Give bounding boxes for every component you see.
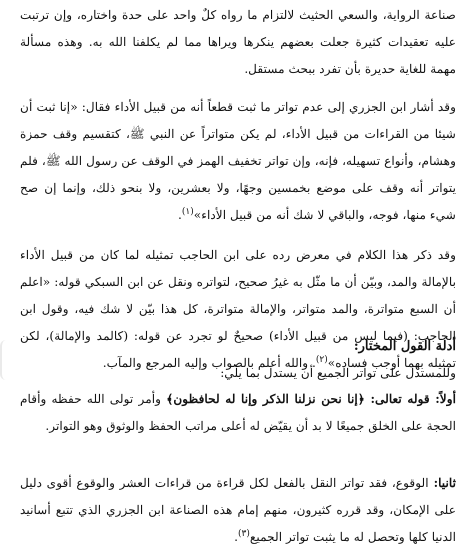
point-one <box>20 386 456 440</box>
paragraph-1 <box>20 2 456 83</box>
intro-text: وللمستدل على تواتر الجميع أن يستدل بما يلي: <box>220 366 456 380</box>
point-two-tail: . <box>234 530 239 544</box>
paragraph-1-text: صناعة الرواية، والسعي الحثيث لالتزام ما رواه كلٌ واحد على حدة واختاره، وإن ترتبت عليه تعقيدات كثيرة جعلت بعضهم ينكرها ويراها مما لم يكلفنا الله به. وهذه مسألة مهمة للغاية حديرة بأن تفرد ببحث مستقل. <box>20 8 456 76</box>
section-heading: أدلة القول المختار: <box>353 339 456 354</box>
point-two <box>20 470 456 551</box>
quran-verse: ﴿إنا نحن نزلنا الذكر وإنا له لحافظون﴾ <box>166 392 365 406</box>
footnote-marker-2: (٢) <box>315 354 328 365</box>
point-two-text: الوقوع، فقد تواتر النقل بالفعل لكل قراءة من قراءات العشر والوقوع أقوى دليل على الإمكان، وقد قرره كثيرون، منهم إمام هذه الصناعة ابن الجزري الذي تتبع أسانيد الدنيا كلها وتحصل له ما يثبت تواتر الجميع <box>20 476 456 544</box>
point-one-text: وأمر تولى الله حفظه وأقام الحجة على الخلق جميعًا لا بد أن يقيّض له أعلى مراتب الحفظ والوثوق وهو التواتر. <box>20 392 456 433</box>
footnote-marker-3: (٣) <box>238 528 250 539</box>
point-one-label: أولاً: قوله تعالى: <box>364 392 456 406</box>
paragraph-2-text: وقد أشار ابن الجزري إلى عدم تواتر ما ثبت قطعاً أنه من قبيل الأداء فقال: «إنا ثبت أن شيئا من القراءات من قبيل الأداء، لم يكن متواتراً عن النبي ﷺ، كتقسيم وقف حمزة وهشام، وأنواع تسهيله، فإنه، وإن تواتر تخفيف الهمز في الوقف عن رسول الله ﷺ، فلم يتواتر أنه وقف على موضع بخمسين وجهًا، ولا بعشرين، ولا بنحو ذلك، وإنما إن صح شيء منها، فوجه، والباقي لا شك أنه من قبيل الأداء» <box>20 100 456 222</box>
footnote-marker-1: (١) <box>181 206 194 217</box>
paragraph-3-tail: . والله أعلم بالصواب وإليه المرجع والمآب. <box>102 356 316 370</box>
paragraph-3-text: وقد ذكر هذا الكلام في معرض رده على ابن الحاجب تمثيله لما كان من قبيل الأداء بالإمالة والمد، وبيّن أن ما مثّل به غيرُ صحيح، لتواتره ونقل عن ابن السبكي قوله: «اعلم أن السبع متواترة، والمد متواتر، والإمالة متواترة، كل هذا بيّن لا شك فيه، وقول ابن الحاجب: (فيما ليس من قبيل الأداء) صحيحٌ لو تجرد عن قوله: (كالمد والإمالة)، لكن تمثيله بهما أوجب فساده» <box>20 248 456 370</box>
intro-line <box>20 360 456 387</box>
point-two-label: ثانيا: <box>428 476 456 490</box>
page-edge-shadow <box>0 340 20 380</box>
paragraph-2: وقد أشار ابن الجزري إلى عدم تواتر ما ثبت قطعاً أنه من قبيل الأداء فقال: «إنا ثبت أن شيئا من القراءات من قبيل الأداء، لم يكن متواتراً عن النبي ﷺ، كتقسيم وقف حمزة وهشام، وأنواع تسهيله، فإنه، وإن تواتر تخفيف الهمز في الوقف عن رسول الله ﷺ، فلم يتواتر أنه وقف على موضع بخمسين وجهًا، ولا بعشرين، ولا بنحو ذلك، وإنما إن صح شيء منها، فوجه، والباقي لا شك أنه من قبيل الأداء»$^{(١)}$. <box>20 100 456 222</box>
